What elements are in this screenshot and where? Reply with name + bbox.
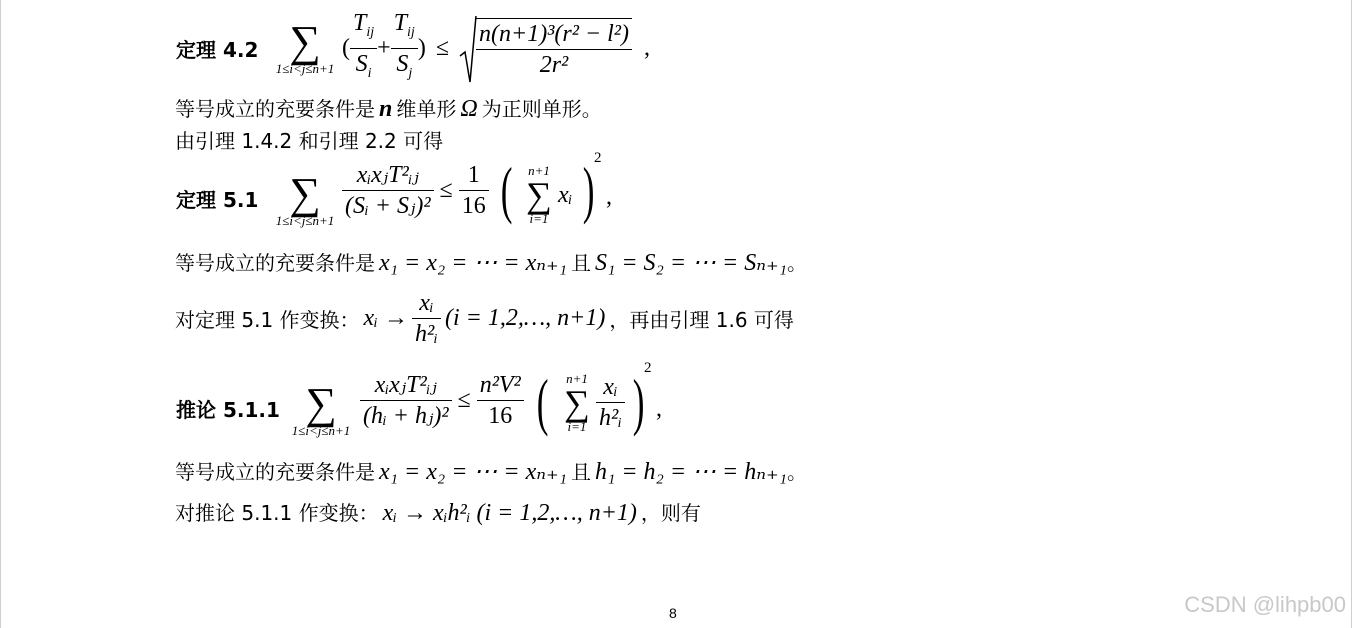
plus-sign: + bbox=[377, 35, 391, 61]
outer-power: 2 bbox=[594, 150, 602, 166]
corollary-sum: ∑ 1≤i<j≤n+1 bbox=[291, 379, 351, 438]
corollary-big-paren-open: ( bbox=[536, 366, 549, 437]
big-paren-close: ) bbox=[582, 154, 595, 225]
theorem-5-1-expression: $\frac{\text{xᵢxⱼT²ᵢⱼ}}{\text{(Sᵢ + Sⱼ)²}}$ ≤ $\frac{1}{16}$ bbox=[342, 160, 489, 221]
transform-line-1: 对定理 5.1 作变换： xᵢ → $\frac{\text{xᵢ}}{\text{h²ᵢ}}$ (i = 1,2,…, n+1) ，再由引理 1.6 可得 bbox=[175, 290, 794, 347]
paren-close: ) bbox=[417, 35, 426, 61]
frac-t-over-si: $\frac{T_{ij}}{S_i}$ bbox=[350, 8, 377, 89]
leq-sign: ≤ bbox=[435, 35, 449, 61]
theorem-4-2-sum-lower: 1≤i<j≤n+1 bbox=[275, 61, 335, 76]
transform-line-2: 对推论 5.1.1 作变换： xᵢ → xᵢh²ᵢ (i = 1,2,…, n+1) ，则有 bbox=[175, 500, 701, 526]
sqrt-icon bbox=[459, 14, 477, 84]
sqrt-denominator: 2r² bbox=[539, 51, 569, 78]
equality-condition-4-2: 等号成立的充要条件是 n 维单形 Ω 为正则单形。 bbox=[175, 96, 602, 122]
lemma-reference-line: 由引理 1.4.2 和引理 2.2 可得 bbox=[175, 129, 444, 153]
corollary-expression: $\frac{\text{xᵢxⱼT²ᵢⱼ}}{\text{(hᵢ + hⱼ)²}}$ ≤ $\frac{\text{n²V²}}{16}$ bbox=[360, 370, 524, 431]
big-paren-open: ( bbox=[500, 154, 513, 225]
frac-t-over-sj: $\frac{T_{ij}}{S_j}$ bbox=[391, 8, 418, 89]
sqrt-numerator: n(n+1)³(r² − l²) bbox=[476, 19, 632, 50]
theorem-5-1-label: 定理 5.1 bbox=[176, 188, 259, 212]
page-border-left bbox=[0, 0, 1, 628]
trailing-comma: , bbox=[643, 35, 650, 61]
corollary-frac-main: $\frac{\text{xᵢxⱼT²ᵢⱼ}}{\text{(hᵢ + hⱼ)²}}$ bbox=[360, 370, 452, 431]
theorem-4-2-label: 定理 4.2 bbox=[176, 38, 259, 62]
watermark: CSDN @lihpb00 bbox=[1184, 592, 1346, 617]
theorem-4-2-expression bbox=[342, 8, 650, 89]
frac-main: $\frac{\text{xᵢxⱼT²ᵢⱼ}}{\text{(Sᵢ + Sⱼ)²}}$ bbox=[342, 160, 434, 221]
corollary-frac-coef: $\frac{\text{n²V²}}{16}$ bbox=[477, 370, 524, 431]
theorem-4-2-sum: ∑ 1≤i<j≤n+1 bbox=[266, 22, 344, 76]
inner-term: xᵢ bbox=[558, 182, 573, 208]
corollary-inner-frac: $\frac{\text{xᵢ}}{\text{h²ᵢ}}$ bbox=[596, 372, 625, 433]
frac-one-sixteenth: $\frac{1}{16}$ bbox=[459, 160, 489, 221]
theorem-5-1-sum: ∑ 1≤i<j≤n+1 bbox=[275, 169, 335, 228]
paren-open: ( bbox=[342, 35, 350, 61]
transform-frac: $\frac{\text{xᵢ}}{\text{h²ᵢ}}$ bbox=[412, 288, 441, 349]
corollary-inner-sum: n+1 ∑ i=1 bbox=[564, 371, 590, 434]
corollary-big-paren-close: ) bbox=[632, 366, 645, 437]
equality-condition-5-1-1: 等号成立的充要条件是 x₁ = x₂ = ⋯ = xₙ₊₁ 且 h₁ = h₂ = ⋯ = hₙ₊₁。 bbox=[175, 459, 807, 485]
corollary-5-1-1-label: 推论 5.1.1 bbox=[176, 398, 280, 422]
inner-sum-5-1: n+1 ∑ i=1 bbox=[526, 163, 552, 226]
page-number: 8 bbox=[669, 605, 677, 621]
sqrt-radical bbox=[459, 14, 632, 84]
corollary-inner-frac-wrap bbox=[596, 372, 625, 433]
equality-condition-5-1: 等号成立的充要条件是 x₁ = x₂ = ⋯ = xₙ₊₁ 且 S₁ = S₂ = ⋯ = Sₙ₊₁。 bbox=[175, 250, 807, 276]
